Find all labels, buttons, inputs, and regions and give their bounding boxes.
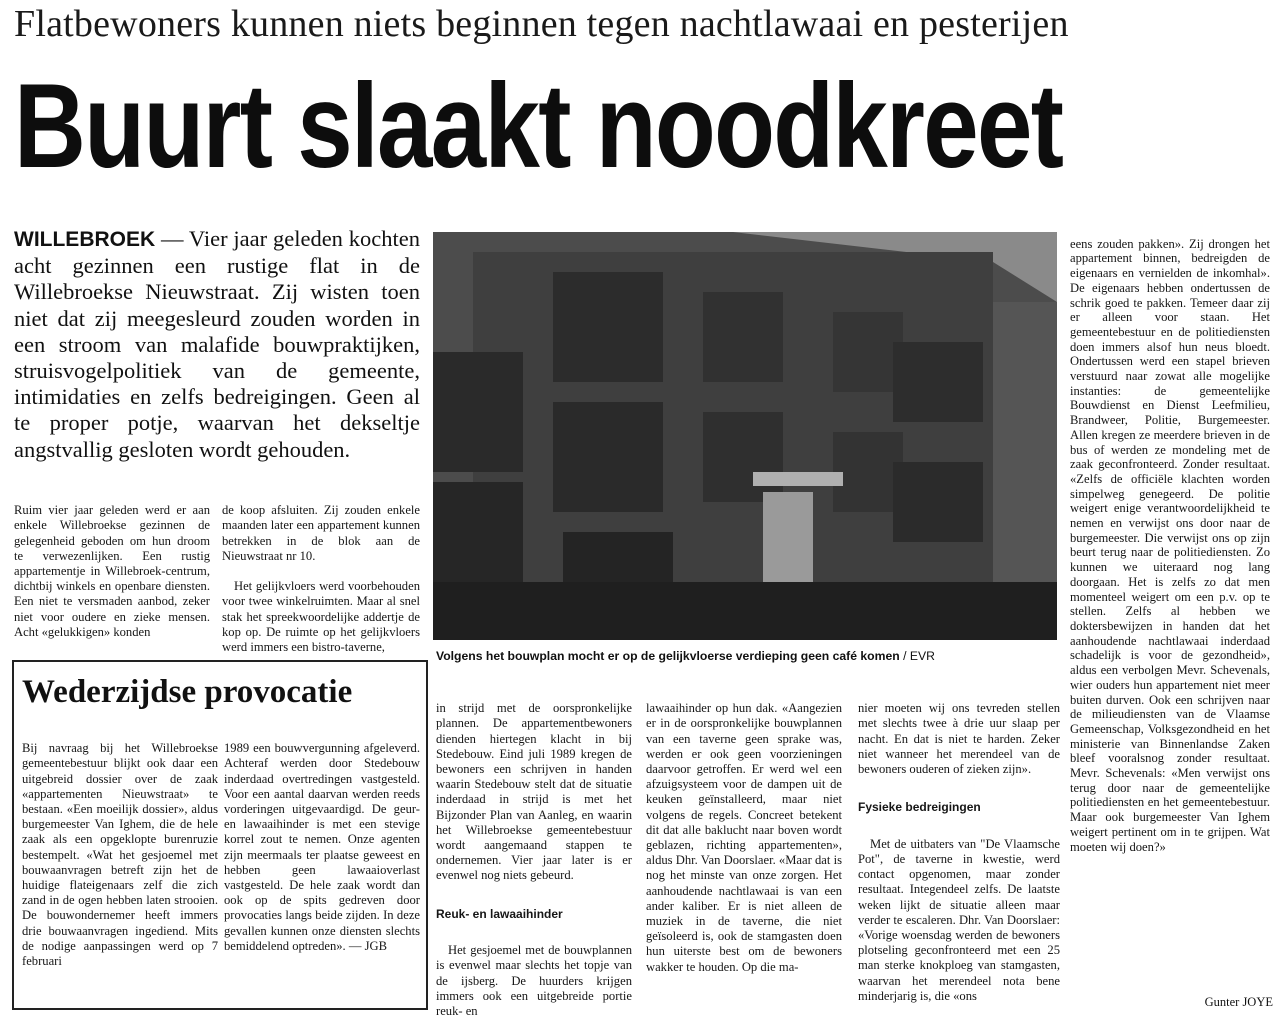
sidebar-title: Wederzijdse provocatie <box>22 674 353 710</box>
body-paragraph: nier moeten wij ons tevreden stellen met slechts twee à drie uur slaap per nacht. En dat is niet te harden. Zeker niet wanneer het merendeel van de bewoners ouderen of zieken zijn». <box>858 701 1060 777</box>
sidebar-column-2 <box>224 726 420 969</box>
body-column-4 <box>646 686 842 990</box>
subheading-fysiek: Fysieke bedreigingen <box>858 800 981 815</box>
building-photo <box>433 232 1057 640</box>
photo-caption <box>436 648 1056 664</box>
caption-text: Volgens het bouwplan mocht er op de gelijkvloerse verdieping geen café komen <box>436 649 900 663</box>
body-paragraph: Ruim vier jaar geleden werd er aan enkele Willebroekse gezinnen de gelegenheid geboden om hun droom te verwezenlijken. Een rustig appartementje in Willebroek-centrum, dichtbij winkels en openbare diensten. Een niet te versmaden aanbod, zeker niet voor oudere en zieke mensen. Acht «gelukkigen» konden <box>14 503 210 639</box>
body-column-6 <box>1070 222 1270 869</box>
body-paragraph: Met de uitbaters van "De Vlaamsche Pot", de taverne in kwestie, werd contact opgenomen, maar zonder resultaat. Integendeel zelfs. De laatste weken lijkt de situatie alleen maar verder te escaleren. Dhr. Van Doorslaer: «Vorige woensdag werden de bewoners plotseling geconfronteerd met een 25 man sterke knokploeg van stamgasten, waarvan het merendeel nota bene minderjarig is, die «ons <box>858 836 1060 1003</box>
body-paragraph: lawaaihinder op hun dak. «Aangezien er in de oorspronkelijke bouwplannen van een taverne geen sprake was, werden er ook geen voorzieningen daarvoor getroffen. Er werd wel een afzuigsysteem voor de dampen uit de keuken geïnstalleerd, maar niet volgens de regels. Concreet betekent dit dat alle baklucht naar boven wordt geblazen, richting appartementen», aldus Dhr. Van Doorslaer. «Maar dat is nog het minste van onze zorgen. Het aanhoudende nachtlawaai is van een ander kaliber. Er is niet alleen de muziek in de taverne, die niet geïsoleerd is, ook de stamgasten doen hun uiterste best om de bewoners wakker te houden. Op die ma- <box>646 701 842 974</box>
sidebar-column-1 <box>22 726 218 984</box>
main-headline: Buurt slaakt noodkreet <box>14 59 1063 193</box>
subheading-reuk: Reuk- en lawaaihinder <box>436 906 563 921</box>
lead-paragraph <box>14 226 420 463</box>
lead-text: — Vier jaar geleden kochten acht gezinnen een rustige flat in de Willebroekse Nieuwstraat. Zij wisten toen niet dat zij meegesleurd zouden worden in een stroom van malafide bouwpraktijken, struisvogelpolitiek van de gemeente, intimidaties en zelfs bedreigingen. Geen al te proper potje, waarvan het dekseltje angstvallig gesloten wordt gehouden. <box>14 226 420 462</box>
sidebar-paragraph: 1989 een bouwvergunning afgeleverd. Achteraf werden door Stedebouw inderdaad overtredingen vastgesteld. Voor een aantal daarvan werden reeds vorderingen uitgevaardigd. De geur- en lawaaihinder is met een stevige korrel zout te nemen. Onze agenten zijn meermaals ter plaatse geweest en hebben geen lawaaioverlast vastgesteld. De hele zaak wordt dan ook op de spits gedreven door provocaties langs beide zijden. In deze gevallen kunnen onze diensten slechts bemiddelend optreden». — JGB <box>224 741 420 953</box>
body-paragraph: Het gesjoemel met de bouwplannen is evenwel maar slechts het topje van de ijsberg. De huurders krijgen immers ook een uitgebreide portie reuk- en <box>436 943 632 1019</box>
dateline: WILLEBROEK <box>14 228 156 251</box>
body-paragraph: eens zouden pakken». Zij drongen het appartement binnen, bedreigden de eigenaars en vernielden de inkomhal». De eigenaars hebben ondertussen de schrik goed te pakken. Temeer daar zij er alleen voor staan. Het gemeentebestuur en de politiediensten doen immers alsof hun neus bloedt. Ondertussen werd een stapel brieven verstuurd naar zowat alle mogelijke instanties: de gemeentelijke Bouwdienst en Dienst Leefmilieu, Brandweer, Politie, Burgemeester. Allen kregen ze meerdere brieven in de bus of werden ze mondeling met de zaak geconfronteerd. Zonder resultaat. «Zelfs de officiële klachten worden simpelweg genegeerd. De politie weigert enige verantwoordelijkheid te nemen en verwijst ons door naar de burgemeester. Die verwijst ons op zijn beurt terug naar de politiediensten. Zo kunnen we uiteraard nog lang doorgaan. Het is zelfs zo dat men momenteel weigert om een p.v. op te stellen. Zelfs al hebben we doktersbewijzen in handen dat het aanhoudende nachtlawaai inderdaad schadelijk is voor de gezondheid», aldus een verbolgen Mevr. Schevenals, wier ouders hun appartement niet meer buiten durven. Ook een schrijven naar de milieudiensten van de Vlaamse Gemeenschap, Volksgezondheid en het ministerie van Binnenlandse Zaken bleef vooralsnog zonder resultaat. Mevr. Schevenals: «Men verwijst ons terug door naar de gemeentelijke politiediensten en het gemeentebestuur. Maar ook burgemeester Van Ighem weigert pertinent om in te grijpen. Wat moeten wij doen?» <box>1070 236 1270 854</box>
body-paragraph: Het gelijkvloers werd voorbehouden voor twee winkelruimten. Maar al snel stak het spreekwoordelijke addertje de kop op. De ruimte op het gelijkvloers werd immers een bistro-taverne, <box>222 579 420 655</box>
byline: Gunter JOYE <box>1204 995 1273 1009</box>
caption-credit: / EVR <box>899 649 935 663</box>
sidebar-paragraph: Bij navraag bij het Willebroekse gemeentebestuur blijkt ook daar een uitgebreid dossier over de zaak «appartementen Nieuwstraat» te bestaan. «Een moeilijk dossier», aldus burgemeester Van Ighem, die de hele zaak als een opgeklopte burenruzie bestempelt. «Wat het gesjoemel met bouwaanvragen betreft zijn het de huidige flateigenaars zelf die zich zand in de ogen hebben laten strooien. De bouwondernemer heeft immers drie bouwaanvragen ingediend. Mits de nodige aanpassingen werd op 7 februari <box>22 741 218 969</box>
building-photo-illustration <box>433 232 1057 640</box>
body-paragraph: de koop afsluiten. Zij zouden enkele maanden later een appartement kunnen betrekken in de blok aan de Nieuwstraat nr 10. <box>222 503 420 563</box>
body-column-2 <box>222 488 420 670</box>
body-column-3 <box>436 686 632 1034</box>
body-column-5 <box>858 686 1060 1019</box>
kicker-headline: Flatbewoners kunnen niets beginnen tegen nachtlawaai en pesterijen <box>14 3 1069 45</box>
body-column-1 <box>14 488 210 655</box>
body-paragraph: in strijd met de oorspronkelijke plannen. De appartementbewoners dienden hiertegen klacht in bij Stedebouw. Eind juli 1989 kregen de bewoners een schrijven in handen waarin Stedebouw stelt dat de situatie inderdaad in strijd is met het Bijzonder Plan van Aanleg, en waarin het Willebroekse gemeentebestuur wordt aangemaand stappen te ondernemen. Vier jaar later is er evenwel nog niets gebeurd. <box>436 701 632 883</box>
